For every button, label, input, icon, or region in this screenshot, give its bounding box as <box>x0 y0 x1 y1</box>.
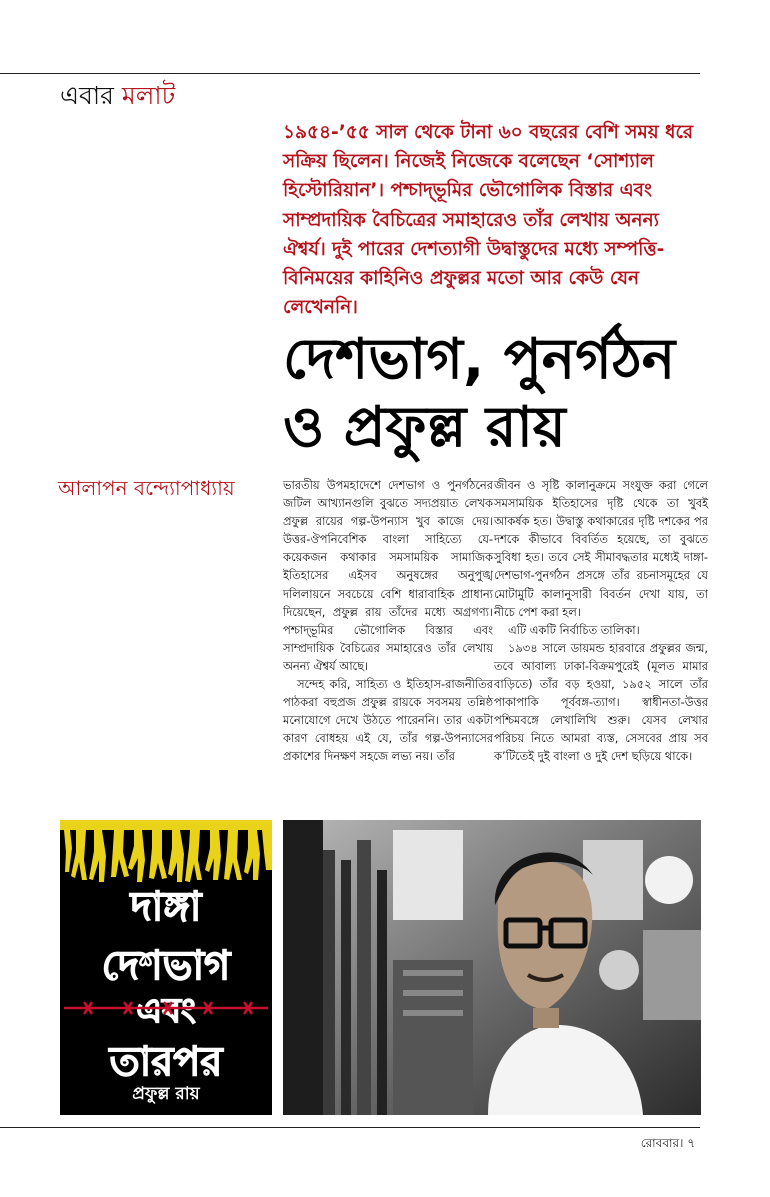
body-paragraph: এটি একটি নির্বাচিত তালিকা। <box>508 622 640 637</box>
intro-standfirst: ১৯৫৪-’৫৫ সাল থেকে টানা ৬০ বছরের বেশি সময় ধরে সক্রিয় ছিলেন। নিজেই নিজেকে বলেছেন ‘সোশ্যাল হিস্টোরিয়ান’। পশ্চাদ্‌ভূমির ভৌগোলিক বিস্তার এবং সাম্প্রদায়িক বৈচিত্রের সমাহারেও তাঁর লেখায় অনন্য ঐশ্বর্য। দুই পারের দেশত্যাগী উদ্বাস্তুদের মধ্যে সম্পত্তি-বিনিময়ের কাহিনিও প্রফুল্লর মতো আর কেউ যেন লেখেননি। <box>283 122 694 319</box>
author-portrait-photo <box>283 820 701 1115</box>
cover-title-line-4: তারপর <box>109 1039 223 1085</box>
top-rule <box>0 73 700 74</box>
bottom-rule <box>0 1127 700 1128</box>
section-label <box>60 80 175 112</box>
cover-title-line-3: এবং <box>136 991 196 1031</box>
body-column-2 <box>494 476 708 766</box>
body-paragraph: ভারতীয় উপমহাদেশে দেশভাগ ও পুনর্গঠনের জটিল আখ্যানগুলি বুঝতে সদ্যপ্রয়াত লেখক প্রফুল্ল রায়ের গল্প-উপন্যাস খুব কাজে দেয়। উত্তর-ঔপনিবেশিক বাংলা সাহিত্যে যে-কয়েকজন কথাকার সমসাময়িক সামাজিক ইতিহাসের এইসব অনুষঙ্গের অনুপুঙ্খ দলিলায়নে সবচেয়ে বেশি ধারাবাহিক প্রাধান্য দিয়েছেন, প্রফুল্ল রায় তাঁদের মধ্যে অগ্রগণ্য। পশ্চাদ্‌ভূমির ভৌগোলিক বিস্তার এবং সাম্প্রদায়িক বৈচিত্রের সমাহারেও তাঁর লেখায় অনন্য ঐশ্বর্য আছে। <box>283 478 493 673</box>
body-paragraph: ১৯৩৪ সালে ডায়মন্ড হারবারে প্রফুল্লর জন্ম, তবে আবাল্য ঢাকা-বিক্রমপুরেই (মূলত মামার বাড়িতে) তাঁর বড় হওয়া, ১৯৫২ সালে তাঁর পাকাপাকি পূর্ববঙ্গ-ত্যাগ। স্বাধীনতা-উত্তর পশ্চিমবঙ্গে লেখালিখি শুরু। যেসব লেখার পরিচয় নিতে আমরা ব্যস্ত, সেসবের প্রায় সব ক’টিতেই দুই বাংলা ও দুই দেশ ছড়িয়ে থাকে। <box>494 640 708 764</box>
headline-line-1: দেশভাগ, পুনর্গঠন <box>283 327 676 392</box>
body-paragraph: জীবন ও সৃষ্টি কালানুক্রমে সংযুক্ত করা গেলে সমসাময়িক ইতিহাসের দৃষ্টি থেকে তা খুবই আকর্ষক হত। উদ্বাস্তু কথাকারের দৃষ্টি দশকের পর দশকে কীভাবে বিবর্তিত হয়েছে, তা বুঝতে সুবিধা হত। তবে সেই সীমাবদ্ধতার মধ্যেই দাঙ্গা-দেশভাগ-পুনর্গঠন প্রসঙ্গে তাঁর রচনাসমূহের যে মোটামুটি কালানুসারী বিবর্তন দেখা যায়, তা নীচে পেশ করা হল। <box>494 478 708 619</box>
page-footer-label: রোববার। ৭ <box>640 1136 695 1150</box>
cover-author-name: প্রফুল্ল রায় <box>132 1084 200 1104</box>
body-column-1 <box>283 476 493 766</box>
author-byline: আলাপন বন্দ্যোপাধ্যায় <box>58 476 235 500</box>
headline <box>283 326 713 462</box>
barbed-wire-strike-graphic <box>64 999 268 1017</box>
portrait-illustration <box>283 820 701 1115</box>
section-label-accent: মলাট <box>121 81 176 110</box>
book-cover-image <box>60 820 272 1115</box>
cover-title-line-2: দেশভাগ <box>101 943 231 989</box>
section-label-plain: এবার <box>60 81 114 110</box>
cover-title-line-1: দাঙ্গা <box>130 884 202 930</box>
headline-line-2: ও প্রফুল্ল রায় <box>283 395 566 460</box>
body-paragraph: সন্দেহ করি, সাহিত্য ও ইতিহাস-রাজনীতির পাঠকরা বহুপ্রজ প্রফুল্ল রায়কে সবসময় তন্নিষ্ঠ মনোযোগে দেখে উঠতে পারেননি। তার একটা কারণ বোধহয় এই যে, তাঁর গল্প-উপন্যাসের প্রকাশের দিনক্ষণ সহজে লভ্য নয়। তাঁর <box>283 677 493 764</box>
